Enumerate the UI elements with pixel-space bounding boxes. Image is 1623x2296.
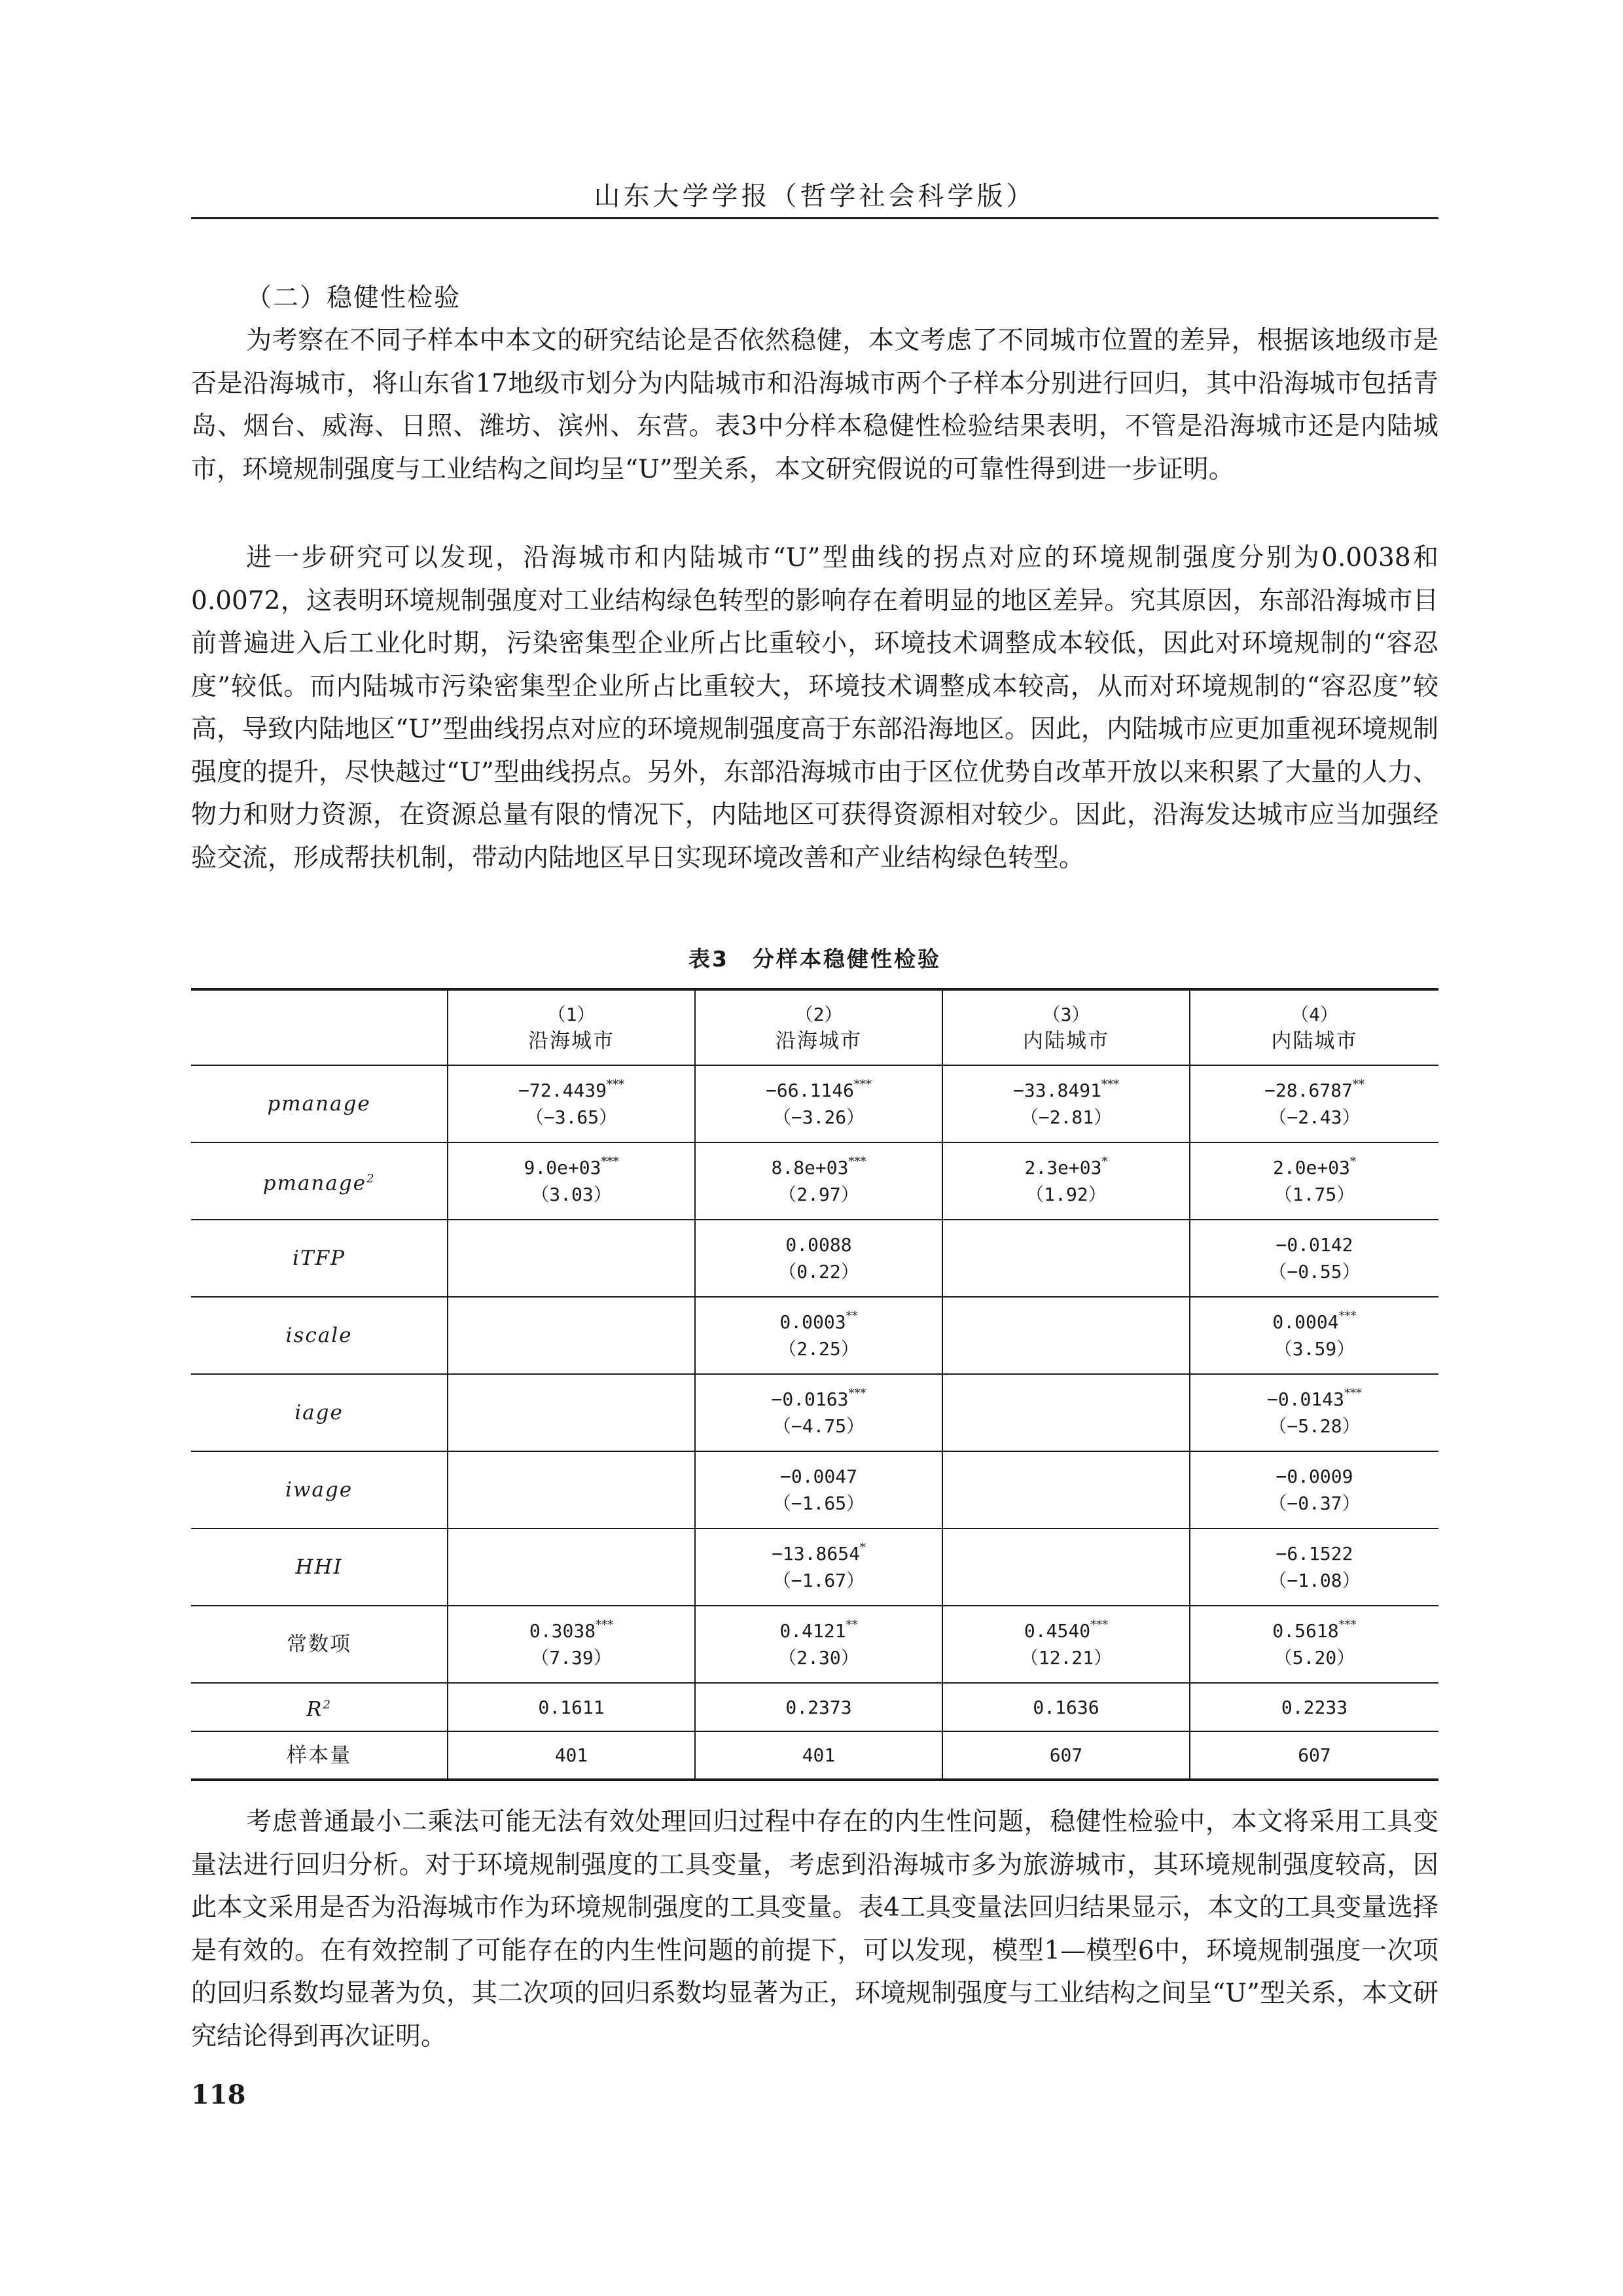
- body-paragraph-1: 为考察在不同子样本中本文的研究结论是否依然稳健，本文考虑了不同城市位置的差异，根据该地级市是否是沿海城市，将山东省17地级市划分为内陆城市和沿海城市两个子样本分别进行回归，其中沿海城市包括青岛、烟台、威海、日照、潍坊、滨州、东营。表3中分样本稳健性检验结果表明，不管是沿海城市还是内陆城市，环境规制强度与工业结构之间均呈“U”型关系，本文研究假说的可靠性得到进一步证明。: [191, 326, 1438, 484]
- table-cell-empty: [448, 1297, 695, 1374]
- page-number: 118: [191, 2079, 246, 2110]
- table-cell: −0.0143*** （−5.28）: [1190, 1374, 1438, 1451]
- table-cell: 0.0003** （2.25）: [695, 1297, 942, 1374]
- header-corner: [191, 989, 448, 1065]
- table-row-constant: [191, 1606, 1438, 1683]
- column-header-4: （4） 内陆城市: [1190, 989, 1438, 1065]
- table-row-hhi: [191, 1528, 1438, 1606]
- table-cell: 0.0004*** （3.59）: [1190, 1297, 1438, 1374]
- table-cell: 607: [942, 1731, 1190, 1780]
- running-title: 山东大学学报（哲学社会科学版）: [594, 181, 1036, 211]
- body-paragraph-3: 考虑普通最小二乘法可能无法有效处理回归过程中存在的内生性问题，稳健性检验中，本文将采用工具变量法进行回归分析。对于环境规制强度的工具变量，考虑到沿海城市多为旅游城市，其环境规制强度较高，因此本文采用是否为沿海城市作为环境规制强度的工具变量。表4工具变量法回归结果显示，本文的工具变量选择是有效的。在有效控制了可能存在的内生性问题的前提下，可以发现，模型1—模型6中，环境规制强度一次项的回归系数均显著为负，其二次项的回归系数均显著为正，环境规制强度与工业结构之间呈“U”型关系，本文研究结论得到再次证明。: [191, 1807, 1438, 2051]
- column-header-2: （2） 沿海城市: [695, 989, 942, 1065]
- table-row-sample-size: [191, 1731, 1438, 1780]
- row-label: iage: [191, 1374, 448, 1451]
- table-cell: 0.5618*** （5.20）: [1190, 1606, 1438, 1683]
- table-cell: 2.3e+03* （1.92）: [942, 1142, 1190, 1220]
- table-cell: 0.4540*** （12.21）: [942, 1606, 1190, 1683]
- table-cell: −33.8491*** （−2.81）: [942, 1065, 1190, 1142]
- table-cell-empty: [942, 1528, 1190, 1606]
- table-cell-empty: [448, 1451, 695, 1528]
- row-label: 常数项: [191, 1606, 448, 1683]
- regression-table: [191, 988, 1438, 1781]
- table-cell-empty: [942, 1297, 1190, 1374]
- table-cell-empty: [942, 1374, 1190, 1451]
- row-label: 样本量: [191, 1731, 448, 1780]
- table-row-r-squared: [191, 1683, 1438, 1731]
- row-label: $R^2$: [191, 1683, 448, 1731]
- table-row-iscale: [191, 1297, 1438, 1374]
- table-cell-empty: [448, 1374, 695, 1451]
- row-label: pmanage$^2$: [191, 1142, 448, 1220]
- table-cell-empty: [942, 1451, 1190, 1528]
- table-cell-empty: [942, 1220, 1190, 1297]
- table-cell: 0.2233: [1190, 1683, 1438, 1731]
- table-cell: 607: [1190, 1731, 1438, 1780]
- body-paragraph-2: 进一步研究可以发现，沿海城市和内陆城市“U”型曲线的拐点对应的环境规制强度分别为0.0038和0.0072，这表明环境规制强度对工业结构绿色转型的影响存在着明显的地区差异。究其原因，东部沿海城市目前普遍进入后工业化时期，污染密集型企业所占比重较小，环境技术调整成本较低，因此对环境规制的“容忍度”较低。而内陆城市污染密集型企业所占比重较大，环境技术调整成本较高，从而对环境规制的“容忍度”较高，导致内陆地区“U”型曲线拐点对应的环境规制强度高于东部沿海地区。因此，内陆城市应更加重视环境规制强度的提升，尽快越过“U”型曲线拐点。另外，东部沿海城市由于区位优势自改革开放以来积累了大量的人力、物力和财力资源，在资源总量有限的情况下，内陆地区可获得资源相对较少。因此，沿海发达城市应当加强经验交流，形成帮扶机制，带动内陆地区早日实现环境改善和产业结构绿色转型。: [191, 543, 1438, 873]
- table-row-pmanage-squared: [191, 1142, 1438, 1220]
- table-cell: −28.6787** （−2.43）: [1190, 1065, 1438, 1142]
- table-cell: −0.0009 （−0.37）: [1190, 1451, 1438, 1528]
- table-cell: 401: [695, 1731, 942, 1780]
- table-cell-empty: [448, 1220, 695, 1297]
- table-cell: 2.0e+03* （1.75）: [1190, 1142, 1438, 1220]
- table-cell: −6.1522 （−1.08）: [1190, 1528, 1438, 1606]
- column-header-3: （3） 内陆城市: [942, 989, 1190, 1065]
- row-label: pmanage: [191, 1065, 448, 1142]
- table-cell: −0.0047 （−1.65）: [695, 1451, 942, 1528]
- table-cell: 8.8e+03*** （2.97）: [695, 1142, 942, 1220]
- table-cell: 0.1636: [942, 1683, 1190, 1731]
- row-label: iTFP: [191, 1220, 448, 1297]
- table-row-pmanage: [191, 1065, 1438, 1142]
- table-title: 表3 分样本稳健性检验: [688, 946, 941, 972]
- table-cell: 0.0088 （0.22）: [695, 1220, 942, 1297]
- table-row-itfp: [191, 1220, 1438, 1297]
- row-label: HHI: [191, 1528, 448, 1606]
- table-cell: 401: [448, 1731, 695, 1780]
- table-cell: −0.0163*** （−4.75）: [695, 1374, 942, 1451]
- section-title: （二）稳健性检验: [246, 283, 461, 313]
- table-row-iage: [191, 1374, 1438, 1451]
- table-row-iwage: [191, 1451, 1438, 1528]
- table-cell: −0.0142 （−0.55）: [1190, 1220, 1438, 1297]
- row-label: iscale: [191, 1297, 448, 1374]
- row-label: iwage: [191, 1451, 448, 1528]
- table-cell: 0.4121** （2.30）: [695, 1606, 942, 1683]
- column-header-1: （1） 沿海城市: [448, 989, 695, 1065]
- table-cell: −66.1146*** （−3.26）: [695, 1065, 942, 1142]
- table-cell: 0.3038*** （7.39）: [448, 1606, 695, 1683]
- header-rule: [191, 217, 1438, 219]
- table-header-row: [191, 989, 1438, 1065]
- table-cell: −72.4439*** （−3.65）: [448, 1065, 695, 1142]
- table-cell-empty: [448, 1528, 695, 1606]
- table-cell: 9.0e+03*** （3.03）: [448, 1142, 695, 1220]
- table-cell: 0.2373: [695, 1683, 942, 1731]
- table-cell: 0.1611: [448, 1683, 695, 1731]
- table-cell: −13.8654* （−1.67）: [695, 1528, 942, 1606]
